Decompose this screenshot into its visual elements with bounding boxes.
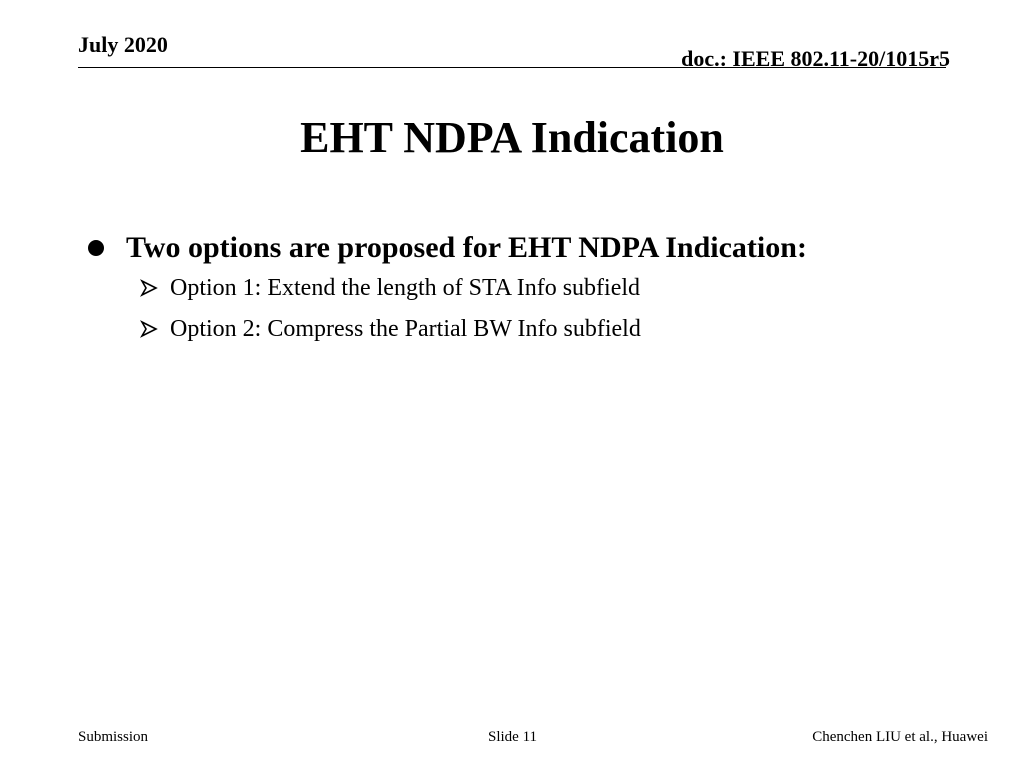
footer-author: Chenchen LIU et al., Huawei [812,729,988,745]
footer-submission: Submission [78,729,149,745]
sub-bullet-item [140,315,966,343]
header-date: July 2020 [78,32,168,57]
sub-bullet-list [140,274,966,343]
footer-slide-number: Slide 11 [488,729,538,745]
bullet-text: Two options are proposed for EHT NDPA Indication: [126,231,807,264]
header-doc-id: doc.: IEEE 802.11-20/1015r5 [681,46,950,71]
filled-circle-bullet-icon [88,240,104,256]
sub-bullet-text: Option 2: Compress the Partial BW Info subfield [170,316,641,342]
arrowhead-bullet-icon [140,320,160,338]
bullet-item [86,228,966,268]
header-divider [78,67,946,68]
arrowhead-bullet-icon [140,279,160,297]
sub-bullet-text: Option 1: Extend the length of STA Info subfield [170,275,641,301]
sub-bullet-item [140,274,966,302]
bullet-list [86,228,966,356]
slide-title: EHT NDPA Indication [300,113,724,162]
